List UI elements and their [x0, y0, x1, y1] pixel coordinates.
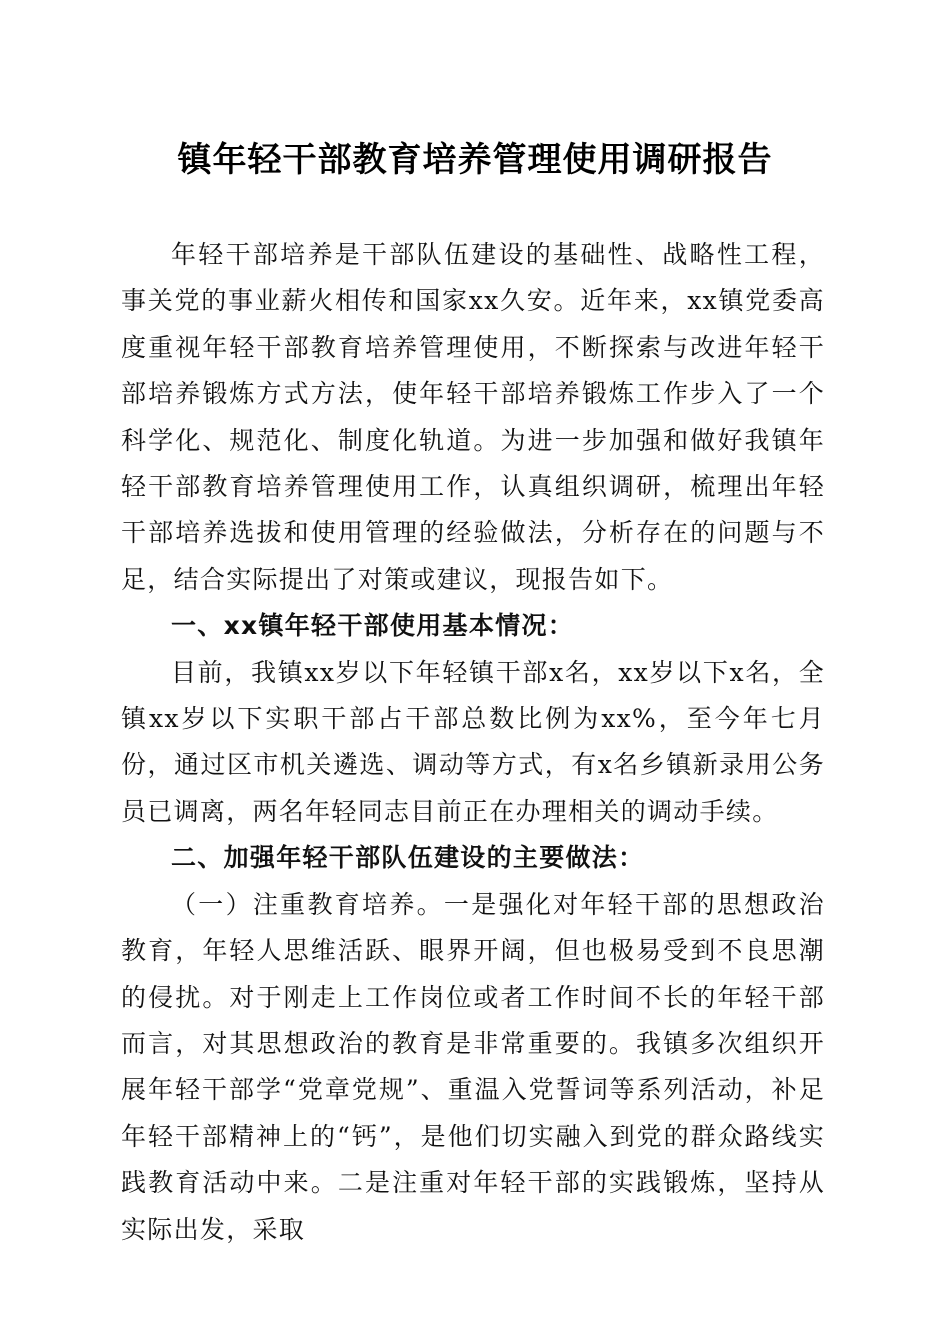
section-2-heading: 二、加强年轻干部队伍建设的主要做法：	[171, 843, 645, 873]
subsection-1-text: 一是强化对年轻干部的思想政治教育，年轻人思维活跃、眼界开阔，但也极易受到不良思潮的侵扰。对于刚走上工作岗位或者工作时间不长的年轻干部而言，对其思想政治的教育是非常重要的。我镇多次组织开展年轻干部学“党章党规”、重温入党誓词等系列活动，补足年轻干部精神上的“钙”，是他们切实融入到党的群众路线实践教育活动中来。二是注重对年轻干部的实践锻炼，坚持从实际出发，采取	[121, 889, 825, 1244]
section-1-heading: 一、xx镇年轻干部使用基本情况：	[171, 611, 575, 641]
section-1-paragraph: 目前，我镇xx岁以下年轻镇干部x名，xx岁以下x名，全镇xx岁以下实职干部占干部总数比例为xx%，至今年七月份，通过区市机关遴选、调动等方式，有x名乡镇新录用公务员已调离，两名年轻同志目前正在办理相关的调动手续。	[121, 657, 825, 826]
document-body	[121, 232, 825, 1253]
intro-paragraph: 年轻干部培养是干部队伍建设的基础性、战略性工程，事关党的事业薪火相传和国家xx久安。近年来，xx镇党委高度重视年轻干部教育培养管理使用，不断探索与改进年轻干部培养锻炼方式方法，使年轻干部培养锻炼工作步入了一个科学化、规范化、制度化轨道。为进一步加强和做好我镇年轻干部教育培养管理使用工作，认真组织调研，梳理出年轻干部培养选拔和使用管理的经验做法，分析存在的问题与不足，结合实际提出了对策或建议，现报告如下。	[121, 240, 825, 594]
section-2-subsection-1	[121, 882, 825, 1253]
subsection-1-label: （一）注重教育培养。	[171, 889, 444, 919]
document-title: 镇年轻干部教育培养管理使用调研报告	[177, 140, 773, 180]
